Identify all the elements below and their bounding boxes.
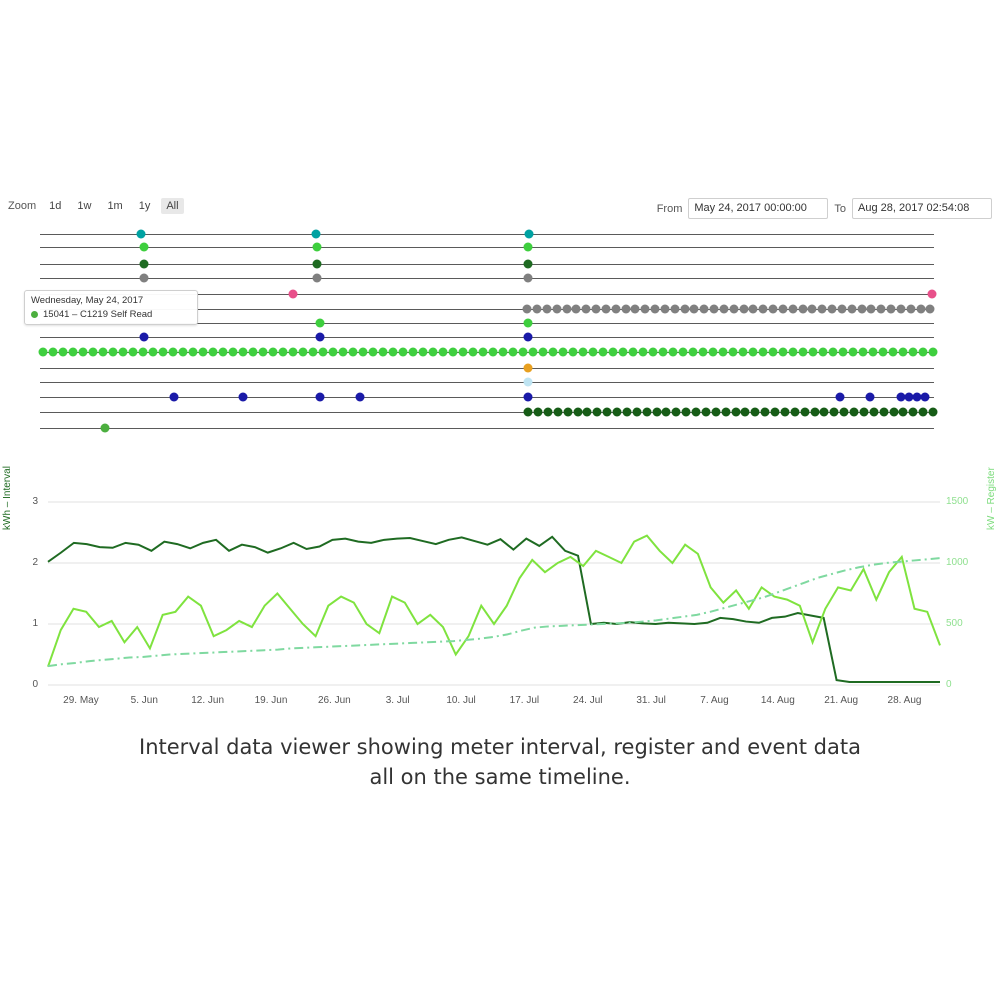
x-axis-tick: 17. Jul — [509, 695, 540, 706]
grey-event-row-top-point[interactable] — [139, 274, 148, 283]
dark-green-dense-row-point[interactable] — [662, 408, 671, 417]
green-interval-row-point[interactable] — [118, 348, 127, 357]
event-row-baseline — [40, 337, 934, 338]
dark-green-dense-row-point[interactable] — [701, 408, 710, 417]
dark-green-event-row-point[interactable] — [313, 260, 322, 269]
green-interval-row-point[interactable] — [308, 348, 317, 357]
dark-green-dense-row-point[interactable] — [593, 408, 602, 417]
zoom-button-1m[interactable]: 1m — [107, 200, 123, 212]
dark-green-dense-row-point[interactable] — [731, 408, 740, 417]
green-interval-row-point[interactable] — [368, 348, 377, 357]
green-interval-row-point[interactable] — [658, 348, 667, 357]
dark-green-dense-row-point[interactable] — [563, 408, 572, 417]
grey-dense-event-row-point[interactable] — [533, 305, 542, 314]
blue-event-row-bottom-point[interactable] — [836, 393, 845, 402]
green-interval-row-point[interactable] — [468, 348, 477, 357]
x-axis-tick: 31. Jul — [636, 695, 666, 706]
x-axis-tick: 5. Jun — [130, 695, 158, 706]
grey-dense-event-row-point[interactable] — [523, 305, 532, 314]
green-interval-row-point[interactable] — [378, 348, 387, 357]
green-interval-row-point[interactable] — [108, 348, 117, 357]
green-interval-row-point[interactable] — [268, 348, 277, 357]
green-interval-row-point[interactable] — [328, 348, 337, 357]
grey-dense-event-row-point[interactable] — [611, 305, 620, 314]
grey-dense-event-row-point[interactable] — [690, 305, 699, 314]
green-interval-row-point[interactable] — [78, 348, 87, 357]
green-interval-row-point[interactable] — [929, 348, 938, 357]
green-interval-row-point[interactable] — [228, 348, 237, 357]
from-date-input[interactable] — [688, 198, 828, 219]
grey-dense-event-row-point[interactable] — [759, 305, 768, 314]
chart-toolbar — [8, 198, 992, 222]
figure-caption — [0, 732, 1000, 792]
caption-line-1: Interval data viewer showing meter interval, register and event data — [139, 735, 861, 759]
grey-dense-event-row-point[interactable] — [621, 305, 630, 314]
green-interval-row-point[interactable] — [238, 348, 247, 357]
green-interval-row-point[interactable] — [558, 348, 567, 357]
light-blue-event-row-point[interactable] — [524, 378, 533, 387]
green-event-row-point[interactable] — [313, 243, 322, 252]
dark-green-dense-row-point[interactable] — [869, 408, 878, 417]
interval-line-chart[interactable] — [0, 480, 1000, 720]
green-interval-row-point[interactable] — [678, 348, 687, 357]
dark-green-dense-row-point[interactable] — [751, 408, 760, 417]
green-interval-row-point[interactable] — [408, 348, 417, 357]
event-row-baseline — [40, 234, 934, 235]
x-axis-tick: 26. Jun — [317, 695, 351, 706]
zoom-button-1w[interactable]: 1w — [77, 200, 92, 212]
grey-dense-event-row-point[interactable] — [877, 305, 886, 314]
green-interval-row-point[interactable] — [819, 348, 828, 357]
grey-dense-event-row-point[interactable] — [926, 305, 935, 314]
dark-green-dense-row-point[interactable] — [800, 408, 809, 417]
event-row-baseline — [40, 247, 934, 248]
grey-dense-event-row-point[interactable] — [887, 305, 896, 314]
x-axis-tick: 7. Aug — [700, 695, 729, 706]
green-interval-row-point[interactable] — [398, 348, 407, 357]
blue-event-row-top-point[interactable] — [139, 333, 148, 342]
green-interval-row-point[interactable] — [618, 348, 627, 357]
x-axis-tick: 24. Jul — [573, 695, 603, 706]
green-interval-row-point[interactable] — [58, 348, 67, 357]
green-interval-row-point[interactable] — [709, 348, 718, 357]
dark-green-dense-row-point[interactable] — [553, 408, 562, 417]
event-timeline-panel[interactable] — [0, 226, 1000, 446]
grey-dense-event-row-point[interactable] — [867, 305, 876, 314]
grey-dense-event-row-point[interactable] — [729, 305, 738, 314]
y-axis-right-tick: 500 — [946, 618, 963, 629]
dark-green-dense-row-point[interactable] — [929, 408, 938, 417]
green-interval-row-point[interactable] — [739, 348, 748, 357]
dark-green-dense-row-point[interactable] — [632, 408, 641, 417]
event-row-baseline — [40, 368, 934, 369]
green-interval-row-point[interactable] — [729, 348, 738, 357]
green-interval-row-point[interactable] — [889, 348, 898, 357]
grey-dense-event-row-point[interactable] — [582, 305, 591, 314]
green-interval-row-point[interactable] — [508, 348, 517, 357]
grey-dense-event-row-point[interactable] — [542, 305, 551, 314]
blue-event-row-bottom-point[interactable] — [865, 393, 874, 402]
date-range-group — [657, 198, 992, 219]
dark-green-dense-row-point[interactable] — [622, 408, 631, 417]
grey-event-row-top-point[interactable] — [524, 274, 533, 283]
green-interval-row-point[interactable] — [168, 348, 177, 357]
green-interval-row-point[interactable] — [138, 348, 147, 357]
pink-event-row-point[interactable] — [289, 290, 298, 299]
grey-dense-event-row-point[interactable] — [710, 305, 719, 314]
tooltip-series-label: 15041 – C1219 Self Read — [43, 309, 153, 320]
green-interval-row-point[interactable] — [248, 348, 257, 357]
green-interval-row-point[interactable] — [208, 348, 217, 357]
green-event-row-2-point[interactable] — [524, 319, 533, 328]
green-interval-row-point[interactable] — [859, 348, 868, 357]
event-row-baseline — [40, 428, 934, 429]
from-label: From — [656, 202, 683, 215]
x-axis-tick: 28. Aug — [887, 695, 922, 706]
green-interval-row-point[interactable] — [909, 348, 918, 357]
green-interval-row-point[interactable] — [919, 348, 928, 357]
chart-series-line-0 — [48, 537, 940, 682]
dark-green-dense-row-point[interactable] — [889, 408, 898, 417]
green-interval-row-point[interactable] — [488, 348, 497, 357]
green-interval-row-point[interactable] — [278, 348, 287, 357]
green-interval-row-point[interactable] — [829, 348, 838, 357]
green-interval-row-point[interactable] — [668, 348, 677, 357]
grey-dense-event-row-point[interactable] — [896, 305, 905, 314]
x-axis-tick: 21. Aug — [824, 695, 859, 706]
event-tooltip — [24, 290, 198, 325]
green-interval-row-point[interactable] — [769, 348, 778, 357]
zoom-control-group — [8, 198, 184, 214]
dark-green-dense-row-point[interactable] — [613, 408, 622, 417]
dark-green-dense-row-point[interactable] — [682, 408, 691, 417]
grey-dense-event-row-point[interactable] — [719, 305, 728, 314]
green-interval-row-point[interactable] — [438, 348, 447, 357]
event-row-baseline — [40, 264, 934, 265]
teal-event-row-point[interactable] — [525, 230, 534, 239]
green-interval-row-point[interactable] — [98, 348, 107, 357]
green-interval-row-point[interactable] — [899, 348, 908, 357]
y-axis-left-tick: 1 — [32, 618, 38, 629]
green-interval-row-point[interactable] — [608, 348, 617, 357]
y-axis-right-tick: 0 — [946, 679, 952, 690]
green-interval-row-point[interactable] — [749, 348, 758, 357]
green-interval-row-point[interactable] — [698, 348, 707, 357]
green-interval-row-point[interactable] — [48, 348, 57, 357]
green-interval-row-point[interactable] — [568, 348, 577, 357]
x-axis-tick: 3. Jul — [385, 695, 410, 706]
green-interval-row-point[interactable] — [719, 348, 728, 357]
grey-dense-event-row-point[interactable] — [847, 305, 856, 314]
grey-dense-event-row-point[interactable] — [778, 305, 787, 314]
green-event-row-2-point[interactable] — [315, 319, 324, 328]
event-row-baseline — [40, 382, 934, 383]
grey-dense-event-row-point[interactable] — [769, 305, 778, 314]
green-interval-row-point[interactable] — [648, 348, 657, 357]
grey-dense-event-row-point[interactable] — [749, 305, 758, 314]
blue-event-row-top-point[interactable] — [524, 333, 533, 342]
chart-svg — [0, 480, 1000, 720]
green-interval-row-point[interactable] — [578, 348, 587, 357]
tooltip-date: Wednesday, May 24, 2017 — [31, 295, 144, 306]
x-axis-tick: 19. Jun — [254, 695, 288, 706]
green-interval-row-point[interactable] — [38, 348, 47, 357]
dark-green-dense-row-point[interactable] — [780, 408, 789, 417]
orange-event-row-point[interactable] — [524, 364, 533, 373]
green-interval-row-point[interactable] — [799, 348, 808, 357]
grey-dense-event-row-point[interactable] — [818, 305, 827, 314]
green-interval-row-point[interactable] — [418, 348, 427, 357]
blue-event-row-bottom-point[interactable] — [356, 393, 365, 402]
y-axis-right-tick: 1500 — [946, 496, 969, 507]
green-interval-row-point[interactable] — [598, 348, 607, 357]
green-interval-row-point[interactable] — [839, 348, 848, 357]
dark-green-dense-row-point[interactable] — [642, 408, 651, 417]
dark-green-dense-row-point[interactable] — [909, 408, 918, 417]
green-interval-row-point[interactable] — [498, 348, 507, 357]
pink-event-row-point[interactable] — [928, 290, 937, 299]
chart-series-line-2 — [48, 558, 940, 666]
green-interval-row-point[interactable] — [388, 348, 397, 357]
green-interval-row-point[interactable] — [318, 348, 327, 357]
green-interval-row-point[interactable] — [789, 348, 798, 357]
blue-event-row-top-point[interactable] — [315, 333, 324, 342]
dark-green-dense-row-point[interactable] — [859, 408, 868, 417]
green-interval-row-point[interactable] — [198, 348, 207, 357]
dark-green-dense-row-point[interactable] — [840, 408, 849, 417]
left-axis-title: kWh – Interval — [2, 466, 13, 530]
y-axis-left-tick: 3 — [32, 496, 38, 507]
green-interval-row-point[interactable] — [759, 348, 768, 357]
zoom-button-all[interactable]: All — [161, 198, 183, 214]
grey-dense-event-row-point[interactable] — [828, 305, 837, 314]
blue-event-row-bottom-point[interactable] — [315, 393, 324, 402]
tooltip-series-row — [31, 309, 191, 320]
grey-dense-event-row-point[interactable] — [562, 305, 571, 314]
y-axis-left-tick: 0 — [32, 679, 38, 690]
green-interval-row-point[interactable] — [298, 348, 307, 357]
dark-green-dense-row-point[interactable] — [879, 408, 888, 417]
grey-dense-event-row-point[interactable] — [808, 305, 817, 314]
green-interval-row-point[interactable] — [358, 348, 367, 357]
green-interval-row-point[interactable] — [518, 348, 527, 357]
grey-dense-event-row-point[interactable] — [552, 305, 561, 314]
self-read-row-point[interactable] — [101, 424, 110, 433]
to-date-input[interactable] — [852, 198, 992, 219]
dark-green-dense-row-point[interactable] — [672, 408, 681, 417]
green-interval-row-point[interactable] — [428, 348, 437, 357]
green-interval-row-point[interactable] — [68, 348, 77, 357]
green-interval-row-point[interactable] — [478, 348, 487, 357]
x-axis-tick: 12. Jun — [191, 695, 225, 706]
grey-event-row-top-point[interactable] — [313, 274, 322, 283]
grey-dense-event-row-point[interactable] — [798, 305, 807, 314]
green-interval-row-point[interactable] — [879, 348, 888, 357]
dark-green-dense-row-point[interactable] — [830, 408, 839, 417]
grey-dense-event-row-point[interactable] — [651, 305, 660, 314]
blue-event-row-bottom-point[interactable] — [170, 393, 179, 402]
dark-green-event-row-point[interactable] — [139, 260, 148, 269]
dark-green-dense-row-point[interactable] — [771, 408, 780, 417]
dark-green-event-row-point[interactable] — [524, 260, 533, 269]
green-interval-row-point[interactable] — [258, 348, 267, 357]
grey-dense-event-row-point[interactable] — [670, 305, 679, 314]
green-interval-row-point[interactable] — [148, 348, 157, 357]
blue-event-row-bottom-point[interactable] — [921, 393, 930, 402]
zoom-label: Zoom — [8, 200, 37, 212]
chart-series-line-1 — [48, 536, 940, 667]
green-interval-row-point[interactable] — [448, 348, 457, 357]
green-interval-row-point[interactable] — [869, 348, 878, 357]
teal-event-row-point[interactable] — [137, 230, 146, 239]
dark-green-dense-row-point[interactable] — [711, 408, 720, 417]
green-interval-row-point[interactable] — [128, 348, 137, 357]
green-interval-row-point[interactable] — [588, 348, 597, 357]
to-label: To — [834, 202, 846, 215]
green-event-row-point[interactable] — [139, 243, 148, 252]
grey-dense-event-row-point[interactable] — [837, 305, 846, 314]
green-interval-row-point[interactable] — [218, 348, 227, 357]
green-event-row-point[interactable] — [524, 243, 533, 252]
tooltip-series-bullet-icon — [31, 311, 38, 318]
blue-event-row-bottom-point[interactable] — [238, 393, 247, 402]
green-interval-row-point[interactable] — [628, 348, 637, 357]
grey-dense-event-row-point[interactable] — [739, 305, 748, 314]
dark-green-dense-row-point[interactable] — [603, 408, 612, 417]
dark-green-dense-row-point[interactable] — [583, 408, 592, 417]
x-axis-tick: 10. Jul — [446, 695, 476, 706]
grey-dense-event-row-point[interactable] — [641, 305, 650, 314]
dark-green-dense-row-point[interactable] — [692, 408, 701, 417]
green-interval-row-point[interactable] — [188, 348, 197, 357]
dark-green-dense-row-point[interactable] — [652, 408, 661, 417]
green-interval-row-point[interactable] — [348, 348, 357, 357]
green-interval-row-point[interactable] — [548, 348, 557, 357]
blue-event-row-bottom-point[interactable] — [524, 393, 533, 402]
green-interval-row-point[interactable] — [849, 348, 858, 357]
dark-green-dense-row-point[interactable] — [761, 408, 770, 417]
y-axis-right-tick: 1000 — [946, 557, 969, 568]
dark-green-dense-row-point[interactable] — [573, 408, 582, 417]
green-interval-row-point[interactable] — [88, 348, 97, 357]
dark-green-dense-row-point[interactable] — [899, 408, 908, 417]
green-interval-row-point[interactable] — [158, 348, 167, 357]
zoom-button-1y[interactable]: 1y — [138, 200, 151, 212]
dark-green-dense-row-point[interactable] — [524, 408, 533, 417]
dark-green-dense-row-point[interactable] — [820, 408, 829, 417]
grey-dense-event-row-point[interactable] — [916, 305, 925, 314]
dark-green-dense-row-point[interactable] — [543, 408, 552, 417]
grey-dense-event-row-point[interactable] — [572, 305, 581, 314]
green-interval-row-point[interactable] — [178, 348, 187, 357]
green-interval-row-point[interactable] — [458, 348, 467, 357]
grey-dense-event-row-point[interactable] — [788, 305, 797, 314]
green-interval-row-point[interactable] — [688, 348, 697, 357]
green-interval-row-point[interactable] — [288, 348, 297, 357]
event-row-baseline — [40, 278, 934, 279]
dark-green-dense-row-point[interactable] — [810, 408, 819, 417]
green-interval-row-point[interactable] — [809, 348, 818, 357]
grey-dense-event-row-point[interactable] — [906, 305, 915, 314]
green-interval-row-point[interactable] — [638, 348, 647, 357]
green-interval-row-point[interactable] — [779, 348, 788, 357]
zoom-button-1d[interactable]: 1d — [49, 200, 62, 212]
green-interval-row-point[interactable] — [528, 348, 537, 357]
grey-dense-event-row-point[interactable] — [660, 305, 669, 314]
grey-dense-event-row-point[interactable] — [592, 305, 601, 314]
grey-dense-event-row-point[interactable] — [601, 305, 610, 314]
dark-green-dense-row-point[interactable] — [721, 408, 730, 417]
dark-green-dense-row-point[interactable] — [790, 408, 799, 417]
dark-green-dense-row-point[interactable] — [534, 408, 543, 417]
dark-green-dense-row-point[interactable] — [850, 408, 859, 417]
caption-line-2: all on the same timeline. — [369, 765, 631, 789]
grey-dense-event-row-point[interactable] — [631, 305, 640, 314]
grey-dense-event-row-point[interactable] — [680, 305, 689, 314]
dark-green-dense-row-point[interactable] — [741, 408, 750, 417]
teal-event-row-point[interactable] — [312, 230, 321, 239]
right-axis-title: kW – Register — [986, 467, 997, 530]
green-interval-row-point[interactable] — [338, 348, 347, 357]
y-axis-left-tick: 2 — [32, 557, 38, 568]
grey-dense-event-row-point[interactable] — [700, 305, 709, 314]
dark-green-dense-row-point[interactable] — [919, 408, 928, 417]
green-interval-row-point[interactable] — [538, 348, 547, 357]
grey-dense-event-row-point[interactable] — [857, 305, 866, 314]
x-axis-tick: 14. Aug — [760, 695, 795, 706]
x-axis-tick: 29. May — [63, 695, 99, 706]
